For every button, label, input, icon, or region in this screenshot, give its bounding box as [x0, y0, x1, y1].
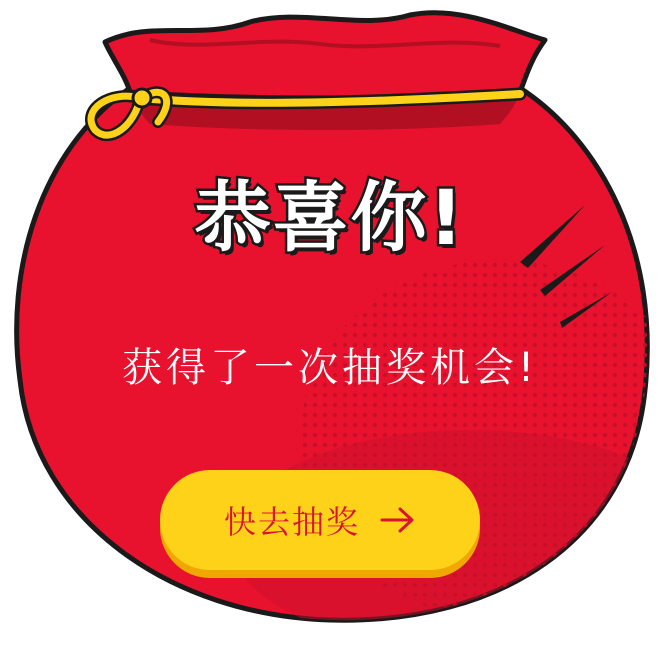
congrats-title: 恭喜你! — [194, 173, 466, 262]
go-draw-button[interactable] — [160, 470, 480, 570]
go-draw-button-label: 快去抽奖 — [223, 503, 360, 541]
arrow-right-icon — [380, 506, 416, 534]
chance-message: 获得了一次抽奖机会! — [121, 345, 539, 391]
bag-top — [105, 13, 545, 98]
